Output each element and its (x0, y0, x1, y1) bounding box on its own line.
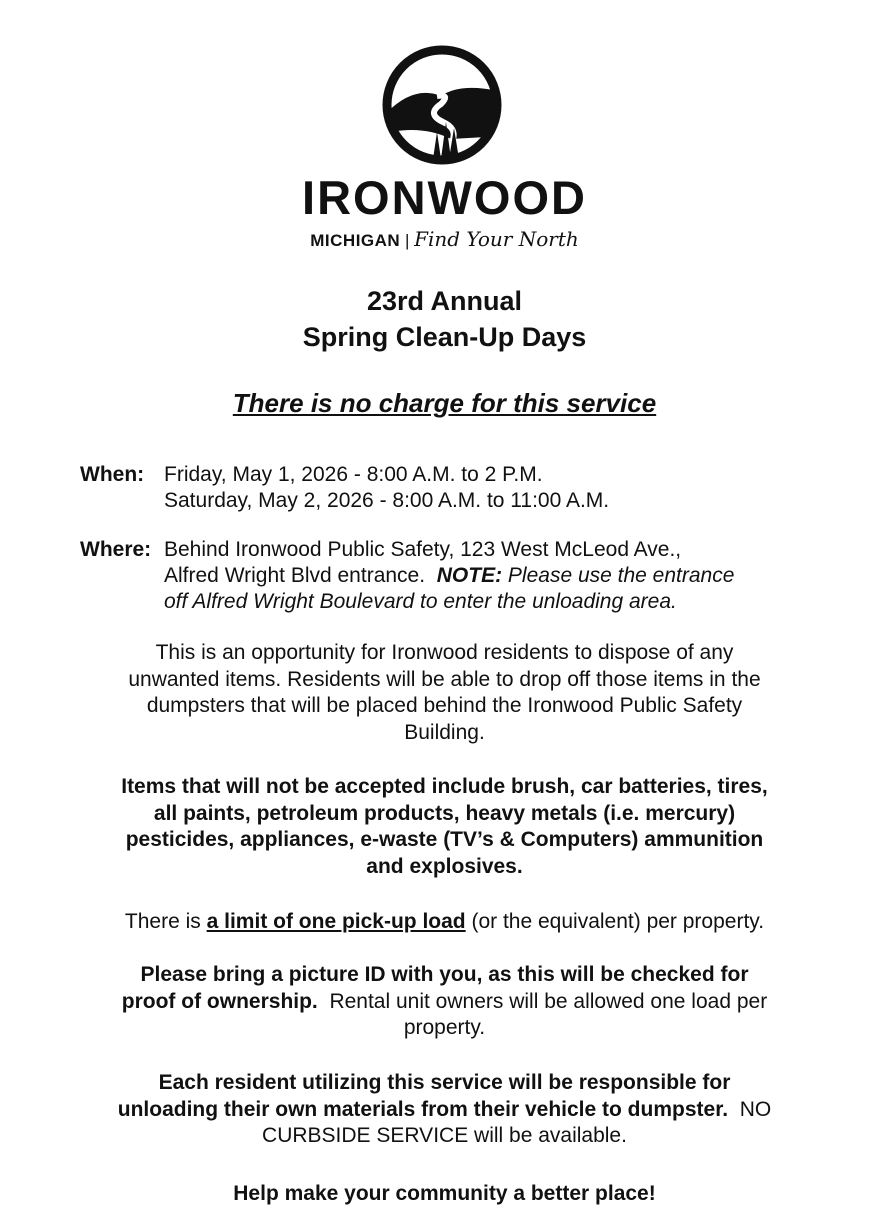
intro-line: This is an opportunity for Ironwood residents to dispose of any (155, 641, 734, 664)
intro-paragraph (0, 640, 889, 746)
logo-state: MICHIGAN (310, 231, 401, 250)
not-accepted-line: all paints, petroleum products, heavy metals (i.e. mercury) (153, 801, 736, 825)
when-line-1: Friday, May 1, 2026 - 8:00 A.M. to 2 P.M. (164, 463, 543, 486)
when-label: When: (80, 463, 145, 486)
not-accepted-line: Items that will not be accepted include brush, car batteries, tires, (121, 775, 768, 798)
logo-separator: | (404, 231, 410, 250)
where-section (0, 537, 889, 617)
intro-line: dumpsters that will be placed behind the Ironwood Public Safety (146, 694, 743, 718)
unloading-line-1: Each resident utilizing this service will be responsible for (158, 1071, 731, 1094)
limit-emphasis: a limit of one pick-up load (206, 910, 466, 933)
unloading-rest: NO (739, 1097, 772, 1121)
intro-line: Building. (404, 720, 485, 744)
note-label: NOTE: (436, 564, 503, 587)
not-accepted-line: pesticides, appliances, e-waste (TV’s & Computers) ammunition (125, 828, 764, 852)
limit-pre: There is (124, 910, 207, 933)
where-entrance: Alfred Wright Blvd entrance. (164, 564, 426, 587)
logo-slogan: Find Your North (414, 227, 579, 251)
logo-brand-name: IRONWOOD (302, 171, 587, 224)
limit-paragraph (0, 909, 889, 936)
where-label: Where: (80, 538, 152, 561)
when-section (0, 462, 889, 522)
page-title (0, 283, 889, 355)
logo-tagline (0, 226, 889, 254)
closing-line: Help make your community a better place! (233, 1182, 656, 1205)
intro-line: unwanted items. Residents will be able to drop off those items in the (128, 667, 761, 691)
note-text-a: Please use the entrance (507, 564, 735, 587)
not-accepted-paragraph (0, 774, 889, 880)
title-line-1: 23rd Annual (366, 286, 523, 316)
not-accepted-line: and explosives. (366, 854, 523, 878)
unloading-paragraph (0, 1070, 889, 1150)
where-line-1: Behind Ironwood Public Safety, 123 West McLeod Ave., (164, 538, 682, 561)
picture-id-line-3: property. (403, 1016, 486, 1040)
where-line-3: off Alfred Wright Boulevard to enter the unloading area. (164, 590, 677, 613)
where-line-2 (164, 563, 734, 590)
picture-id-rest: Rental unit owners will be allowed one load per (329, 989, 768, 1013)
picture-id-paragraph (0, 962, 889, 1042)
when-line-2: Saturday, May 2, 2026 - 8:00 A.M. to 11:00 A.M. (164, 489, 610, 512)
title-line-2: Spring Clean-Up Days (302, 322, 587, 352)
no-charge-heading (0, 388, 889, 419)
picture-id-line-1: Please bring a picture ID with you, as this will be checked for (140, 963, 749, 986)
unloading-line-3: CURBSIDE SERVICE will be available. (262, 1124, 627, 1148)
picture-id-bold: proof of ownership. (121, 989, 318, 1013)
unloading-bold: unloading their own materials from their vehicle to dumpster. (117, 1097, 729, 1121)
no-charge-text: There is no charge for this service (232, 388, 657, 418)
ironwood-logo-icon (381, 44, 503, 166)
limit-post: (or the equivalent) per property. (465, 910, 765, 933)
